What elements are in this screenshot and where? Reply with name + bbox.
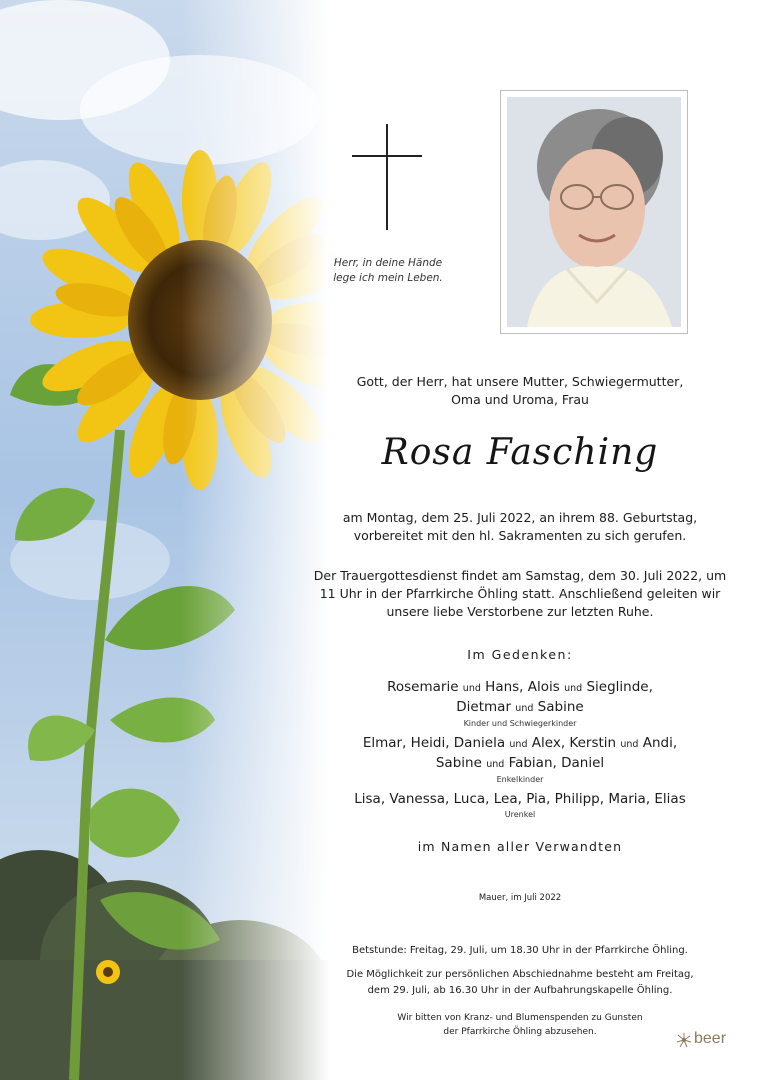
donation-line-2: der Pfarrkirche Öhling abzusehen. <box>443 1027 597 1037</box>
great-grandchildren-line: Lisa, Vanessa, Luca, Lea, Pia, Philipp, Maria, Elias <box>354 791 686 807</box>
grandchildren-role: Enkelkinder <box>496 775 544 784</box>
mourner-name: Rosemarie <box>387 679 459 695</box>
intro-line-2: Oma und Uroma, Frau <box>451 392 589 407</box>
intro-text <box>290 373 750 409</box>
grandchildren-line-2 <box>290 754 750 774</box>
place-date: Mauer, im Juli 2022 <box>478 893 562 903</box>
funeral-notice <box>290 567 750 621</box>
connector: und <box>515 703 534 714</box>
memory-title: Im Gedenken: <box>467 647 573 662</box>
connector: und <box>564 683 583 694</box>
spacer <box>290 959 750 967</box>
connector: und <box>620 739 639 750</box>
deceased-name: Rosa Fasching <box>381 432 659 473</box>
death-line-2: vorbereitet mit den hl. Sakramenten zu sich gerufen. <box>353 528 687 543</box>
bible-verse <box>318 256 458 286</box>
mourner-name: Dietmar <box>456 699 511 715</box>
donation-line-1: Wir bitten von Kranz- und Blumenspenden zu Gunsten <box>397 1013 643 1023</box>
death-notice <box>290 509 750 545</box>
mourner-name: Elmar, Heidi, Daniela <box>362 735 506 751</box>
verse-line-1: Herr, in deine Hände <box>333 257 443 269</box>
mourner-name: Fabian, Daniel <box>508 755 605 771</box>
dandelion-icon <box>676 1032 692 1048</box>
portrait-frame <box>500 90 688 334</box>
children-line-2 <box>290 698 750 718</box>
mourners-list <box>290 678 750 825</box>
logo-text: beer <box>694 1030 727 1047</box>
children-role: Kinder und Schwiegerkinder <box>463 719 577 728</box>
intro-line-1: Gott, der Herr, hat unsere Mutter, Schwiegermutter, <box>356 374 684 389</box>
mourner-name: Sieglinde, <box>586 679 653 695</box>
children-line-1 <box>290 678 750 698</box>
grandchildren-line-1 <box>290 734 750 754</box>
cross-icon <box>352 124 422 230</box>
death-line-1: am Montag, dem 25. Juli 2022, an ihrem 88. Geburtstag, <box>342 510 698 525</box>
verse-line-2: lege ich mein Leben. <box>333 272 443 284</box>
mourner-name: Sabine <box>537 699 584 715</box>
connector: und <box>486 759 505 770</box>
funeral-line-3: unsere liebe Verstorbene zur letzten Ruhe. <box>386 604 654 619</box>
portrait-photo <box>507 97 681 327</box>
prayer-hour: Betstunde: Freitag, 29. Juli, um 18.30 Uhr in der Pfarrkirche Öhling. <box>352 945 688 956</box>
funeral-line-2: 11 Uhr in der Pfarrkirche Öhling statt. Anschließend geleiten wir <box>319 586 721 601</box>
great-grandchildren-role: Urenkel <box>504 810 536 819</box>
relatives-line: im Namen aller Verwandten <box>417 839 623 854</box>
farewell-line-1: Die Möglichkeit zur persönlichen Abschiednahme besteht am Freitag, <box>346 969 694 980</box>
mourner-name: Andi, <box>642 735 678 751</box>
connector: und <box>509 739 528 750</box>
service-info <box>290 943 750 999</box>
funeral-line-1: Der Trauergottesdienst findet am Samstag, dem 30. Juli 2022, um <box>313 568 727 583</box>
mourner-name: Alex, Kerstin <box>531 735 617 751</box>
beer-logo <box>676 1030 756 1054</box>
sunflower-image <box>0 0 330 1080</box>
farewell-line-2: dem 29. Juli, ab 16.30 Uhr in der Aufbahrungskapelle Öhling. <box>367 985 673 996</box>
mourner-name: Sabine <box>435 755 482 771</box>
mourner-name: Hans, Alois <box>485 679 560 695</box>
connector: und <box>462 683 481 694</box>
